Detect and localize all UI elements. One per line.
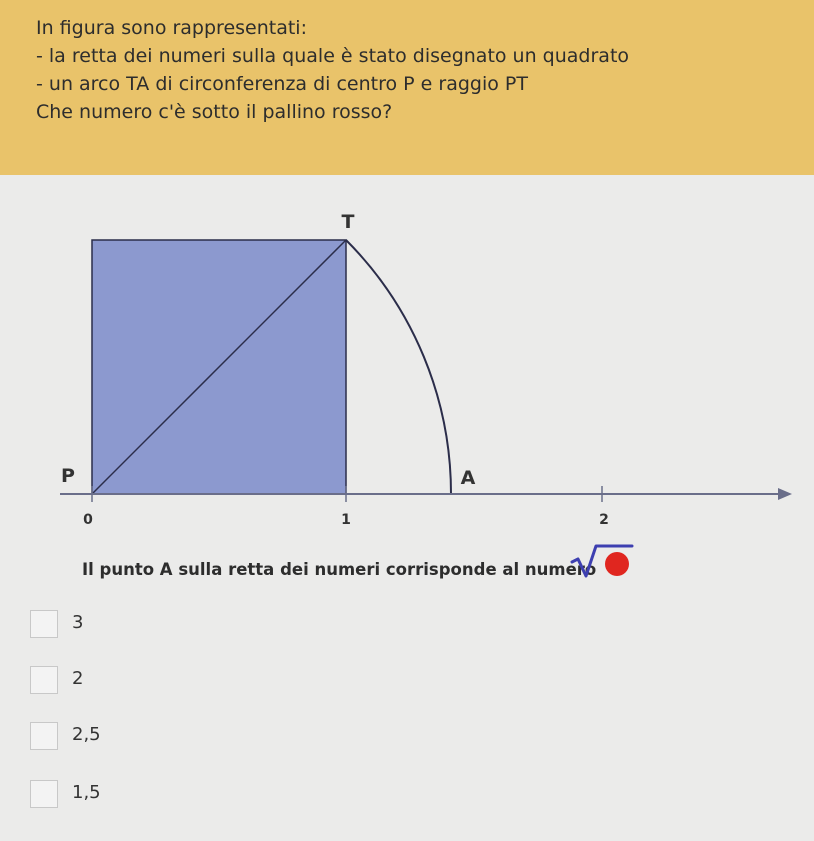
instruction-line-3: - un arco TA di circonferenza di centro P e raggio PT bbox=[36, 73, 528, 95]
option-1-5[interactable] bbox=[30, 780, 330, 828]
question-text: Il punto A sulla retta dei numeri corrisponde al numero bbox=[82, 560, 597, 579]
sqrt-symbol bbox=[568, 538, 638, 582]
option-2[interactable] bbox=[30, 666, 330, 714]
option-label: 2 bbox=[72, 668, 84, 689]
checkbox[interactable] bbox=[30, 722, 58, 750]
tick-label-1: 1 bbox=[341, 512, 351, 528]
geometry-figure bbox=[0, 190, 814, 530]
option-label: 1,5 bbox=[72, 782, 101, 803]
tick-label-2: 2 bbox=[599, 512, 609, 528]
arc-ta bbox=[346, 240, 451, 494]
red-dot-icon bbox=[605, 552, 629, 576]
label-t: T bbox=[341, 211, 355, 233]
instruction-line-1: In figura sono rappresentati: bbox=[36, 17, 307, 39]
option-3[interactable] bbox=[30, 610, 330, 658]
checkbox[interactable] bbox=[30, 666, 58, 694]
option-label: 2,5 bbox=[72, 724, 101, 745]
number-line-arrow bbox=[778, 488, 792, 500]
option-label: 3 bbox=[72, 612, 84, 633]
checkbox[interactable] bbox=[30, 610, 58, 638]
label-p: P bbox=[61, 465, 75, 487]
checkbox[interactable] bbox=[30, 780, 58, 808]
instruction-line-2: - la retta dei numeri sulla quale è stato disegnato un quadrato bbox=[36, 45, 630, 67]
tick-label-0: 0 bbox=[83, 512, 93, 528]
instruction-line-4: Che numero c'è sotto il pallino rosso? bbox=[36, 101, 393, 123]
option-2-5[interactable] bbox=[30, 722, 330, 770]
label-a: A bbox=[460, 467, 476, 489]
instructions-panel bbox=[0, 0, 814, 175]
